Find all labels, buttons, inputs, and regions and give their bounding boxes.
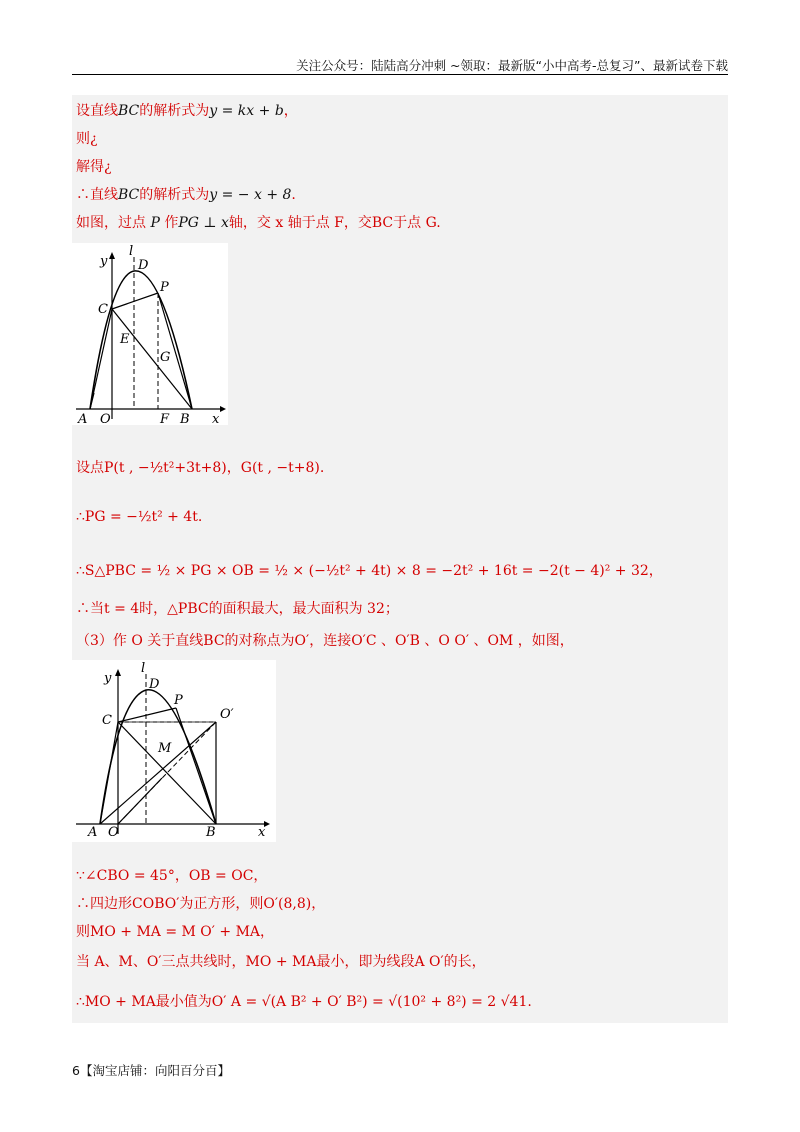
figure-1 [72, 243, 228, 425]
fig1-label-g: G [160, 350, 171, 365]
line-set-p: 设点P(t , −½t²+3t+8)，G(t , −t+8). [76, 460, 325, 476]
fig1-label-f: F [160, 412, 170, 425]
fig2-label-y: y [104, 671, 112, 686]
line-angle: ∵∠CBO = 45°，OB = OC， [76, 868, 268, 884]
line-solve: 解得¿ [76, 159, 112, 175]
figure-1-svg [72, 243, 228, 425]
line-max-area: ∴当t = 4时，△PBC的面积最大，最大面积为 32； [76, 601, 399, 617]
fig1-label-a: A [78, 412, 88, 425]
line-area: ∴S△PBC = ½ × PG × OB = ½ × (−½t² + 4t) × 8 = −2t² + 16t = −2(t − 4)² + 32， [76, 563, 663, 579]
fig2-label-b: B [206, 825, 216, 840]
fig1-label-x: x [212, 412, 220, 425]
header-divider [72, 74, 728, 75]
line-square: ∴四边形COBO′为正方形，则O′(8,8)， [76, 896, 326, 912]
fig1-label-b: B [180, 412, 190, 425]
fig1-label-c: C [98, 302, 108, 317]
fig1-label-p: P [160, 280, 169, 295]
fig2-label-a: A [88, 825, 98, 840]
line-part3: （3）作 O 关于直线BC的对称点为O′，连接O′C 、O′B 、O O′ 、OM ，如图， [76, 633, 574, 649]
fig1-label-e: E [120, 332, 130, 347]
fig1-label-l: l [129, 244, 134, 259]
fig2-label-m: M [158, 741, 172, 756]
fig2-label-p: P [174, 693, 183, 708]
fig2-label-d: D [149, 677, 160, 692]
fig1-label-d: D [138, 258, 149, 273]
figure-2-svg [72, 660, 276, 842]
page-footer: 6【淘宝店铺：向阳百分百】 [72, 1063, 230, 1078]
fig2-label-o-prime: O′ [220, 707, 234, 722]
line-set-bc: 设直线BC的解析式为y = kx + b， [76, 103, 298, 119]
fig2-label-l: l [141, 661, 146, 676]
line-min-value: ∴MO + MA最小值为O′ A = √(A B² + O′ B²) = √(10² + 8²) = 2 √41. [76, 994, 532, 1010]
solution-panel [72, 95, 728, 1023]
fig1-label-y: y [100, 254, 108, 269]
figure-2 [72, 660, 276, 842]
fig1-label-o: O [100, 412, 111, 425]
fig2-label-o: O [108, 825, 119, 840]
line-draw-pg: 如图，过点 P 作PG ⊥ x轴，交 x 轴于点 F，交BC于点 G. [76, 215, 441, 231]
line-collinear: 当 A、M、O′三点共线时，MO + MA最小，即为线段A O′的长， [76, 954, 486, 970]
line-equal: 则MO + MA = M O′ + MA， [76, 924, 275, 940]
fig2-label-x: x [258, 825, 266, 840]
page-header: 关注公众号：陆陆高分冲刺 ~领取：最新版“小中高考-总复习”、最新试卷下载 [296, 58, 728, 73]
line-bc-result: ∴直线BC的解析式为y = − x + 8. [76, 187, 296, 203]
line-then: 则¿ [76, 131, 98, 147]
fig2-label-c: C [102, 713, 112, 728]
line-pg: ∴PG = −½t² + 4t. [76, 509, 203, 525]
